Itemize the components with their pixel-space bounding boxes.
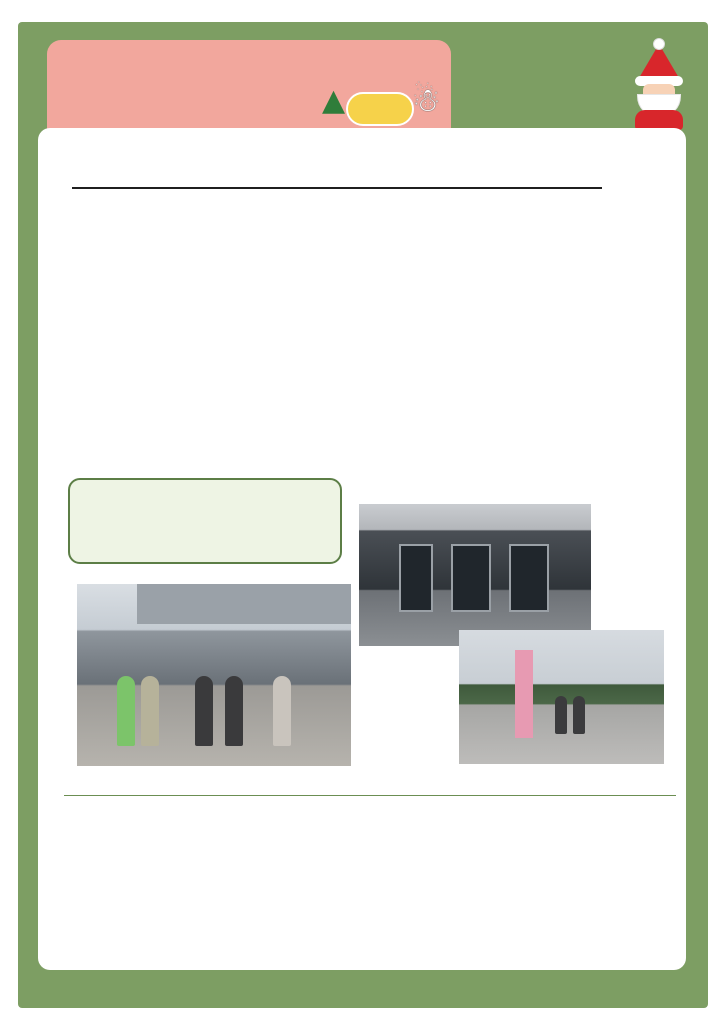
christmas-tree-icon: ▲ xyxy=(322,83,346,118)
heading-underline xyxy=(72,187,602,189)
photo-plaza-banner xyxy=(459,630,664,764)
photo-building-entrance xyxy=(359,504,591,646)
photo-caption-box xyxy=(68,478,342,564)
section-divider xyxy=(64,795,676,796)
ornament-garland-top xyxy=(22,18,704,42)
month-badge xyxy=(346,92,414,126)
santa-icon xyxy=(630,36,688,132)
ornament-garland-bottom xyxy=(22,978,704,1004)
photo-members-at-entrance xyxy=(77,584,351,766)
snowman-icon: ☃ xyxy=(412,81,441,119)
